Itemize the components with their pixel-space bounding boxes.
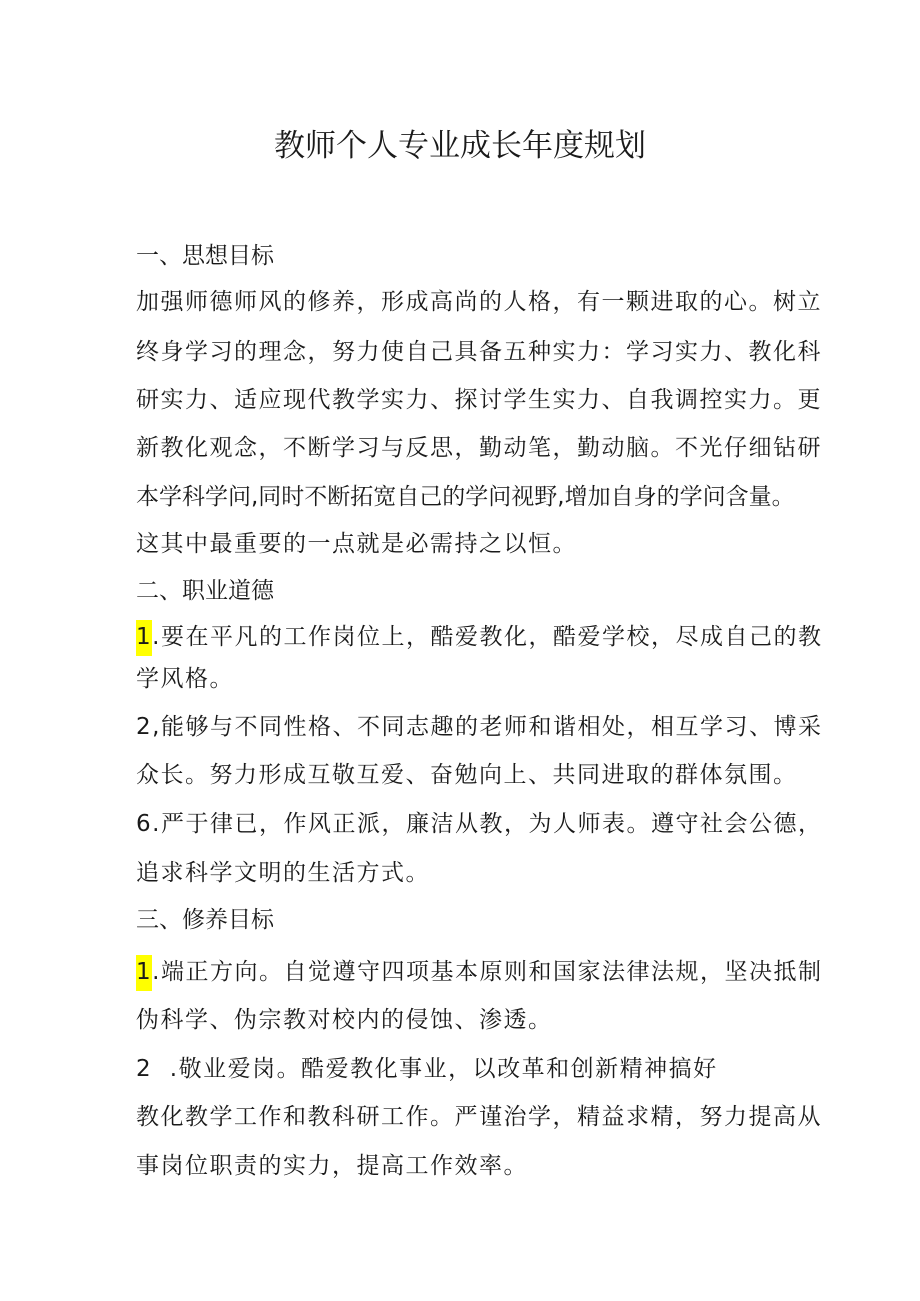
list-item-line: 众长。努力形成互敬互爱、奋勉向上、共同进取的群体氛围。 [136,762,798,788]
section-heading-ideology: 一、思想目标 [136,243,274,269]
paragraph-line: 终身学习的理念，努力使自己具备五种实力：学习实力、教化科 [136,339,822,365]
section-heading-cultivation: 三、修养目标 [136,907,274,933]
list-item-line: 追求科学文明的生活方式。 [136,860,430,886]
list-item-line: 2 .敬业爱岗。酷爱教化事业，以改革和创新精神搞好 [136,1056,718,1082]
section-heading-ethics: 二、职业道德 [136,578,274,604]
list-item-line [136,955,822,989]
document-title: 教师个人专业成长年度规划 [274,128,646,164]
highlighted-number: 1 [136,955,152,991]
list-item-line: 伪科学、伪宗教对校内的侵蚀、渗透。 [136,1007,553,1033]
highlighted-number: 1 [136,620,152,656]
list-item-line: 6.严于律已，作风正派，廉洁从教，为人师表。遵守社会公德， [136,811,823,837]
paragraph-line: 新教化观念，不断学习与反思，勤动笔，勤动脑。不光仔细钻研 [136,435,822,461]
list-item-line: 学风格。 [136,666,234,692]
list-item-text: .要在平凡的工作岗位上，酷爱教化，酷爱学校，尽成自己的教 [152,624,823,650]
list-item-line: 事岗位职责的实力，提高工作效率。 [136,1153,528,1179]
paragraph-line: 加强师德师风的修养，形成高尚的人格，有一颗进取的心。树立 [136,289,822,315]
list-item-line: 2,能够与不同性格、不同志趣的老师和谐相处，相互学习、博采 [136,714,823,740]
list-item-line: 教化教学工作和教科研工作。严谨治学，精益求精，努力提高从 [136,1104,822,1130]
list-item-line [136,620,822,654]
paragraph-line: 这其中最重要的一点就是必需持之以恒。 [136,531,577,557]
paragraph-line: 本学科学问,同时不断拓宽自己的学问视野,增加自身的学问含量。 [136,484,795,510]
paragraph-line: 研实力、适应现代教学实力、探讨学生实力、自我调控实力。更 [136,387,822,413]
list-item-text: .端正方向。自觉遵守四项基本原则和国家法律法规，坚决抵制 [152,959,823,985]
